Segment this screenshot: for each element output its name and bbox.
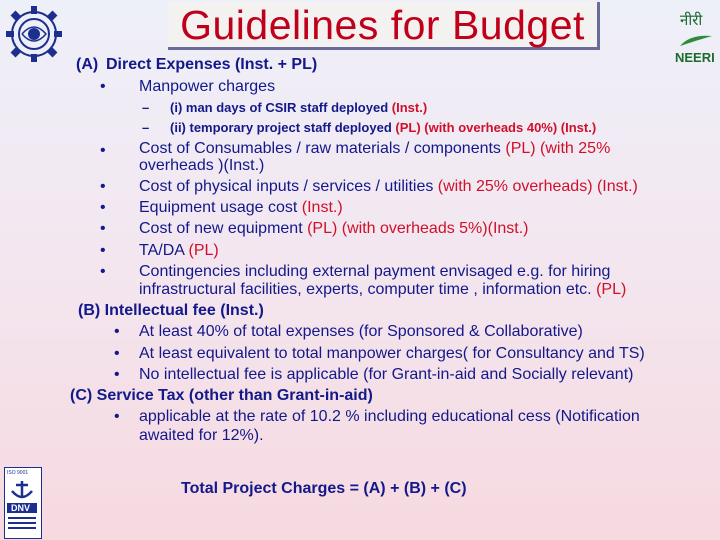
bullet: •: [100, 142, 106, 159]
consumables-cost: Cost of Consumables / raw materials / components (PL) (with 25%: [139, 140, 611, 157]
intellectual-fee-item-2: At least equivalent to total manpower charges( for Consultancy and TS): [139, 345, 645, 362]
page-title: Guidelines for Budget: [180, 2, 585, 48]
bullet: •: [114, 408, 120, 425]
physical-inputs-cost: Cost of physical inputs / services / utilities (with 25% overheads) (Inst.): [139, 178, 638, 195]
intellectual-fee-item-1: At least 40% of total expenses (for Sponsored & Collaborative): [139, 323, 583, 340]
bullet: •: [100, 199, 106, 216]
dnv-text: DNV: [11, 503, 31, 513]
neeri-hindi-text: नीरी: [680, 11, 703, 29]
dash: –: [142, 120, 150, 135]
tada-cost: TA/DA (PL): [139, 242, 219, 259]
iso-dnv-logo: [2, 467, 42, 539]
bullet: •: [100, 220, 106, 237]
dash: –: [142, 100, 150, 115]
bullet: •: [114, 345, 120, 362]
sub-item-i: (i) man days of CSIR staff deployed (Inst.): [170, 100, 428, 115]
bullet: •: [100, 242, 106, 259]
contingencies-line-2: infrastructural facilities, experts, computer time , information etc. (PL): [139, 281, 627, 298]
service-tax-item-1-line-2: awaited for 12%).: [139, 427, 264, 444]
neeri-logo: [674, 2, 718, 68]
total-project-charges: Total Project Charges = (A) + (B) + (C): [181, 480, 467, 497]
section-c-title: (C) Service Tax (other than Grant-in-aid): [70, 387, 373, 404]
contingencies: Contingencies including external payment envisaged e.g. for hiring: [139, 263, 611, 280]
section-a-title: Direct Expenses (Inst. + PL): [106, 56, 318, 73]
neeri-text: NEERI: [675, 50, 715, 65]
equipment-usage-cost: Equipment usage cost (Inst.): [139, 199, 343, 216]
consumables-cost-line-2: overheads )(Inst.): [139, 157, 265, 174]
intellectual-fee-item-3: No intellectual fee is applicable (for Grant-in-aid and Socially relevant): [139, 366, 634, 383]
section-a-label: (A): [76, 56, 99, 73]
csir-logo-icon: [4, 4, 64, 64]
bullet: •: [114, 323, 120, 340]
bullet: •: [114, 366, 120, 383]
manpower-charges: Manpower charges: [139, 78, 276, 95]
new-equipment-cost: Cost of new equipment (PL) (with overheads 5%)(Inst.): [139, 220, 529, 237]
anchor-icon: [8, 479, 36, 501]
title-box: [168, 2, 600, 50]
service-tax-item-1: applicable at the rate of 10.2 % including educational cess (Notification: [139, 408, 640, 425]
bullet: •: [100, 263, 106, 280]
bullet: •: [100, 78, 106, 95]
iso-text: ISO 9001: [7, 470, 29, 476]
leaf-icon: [676, 32, 716, 48]
section-b-title: (B) Intellectual fee (Inst.): [78, 302, 264, 319]
bullet: •: [100, 178, 106, 195]
sub-item-ii: (ii) temporary project staff deployed (PL) (with overheads 40%) (Inst.): [170, 120, 597, 135]
